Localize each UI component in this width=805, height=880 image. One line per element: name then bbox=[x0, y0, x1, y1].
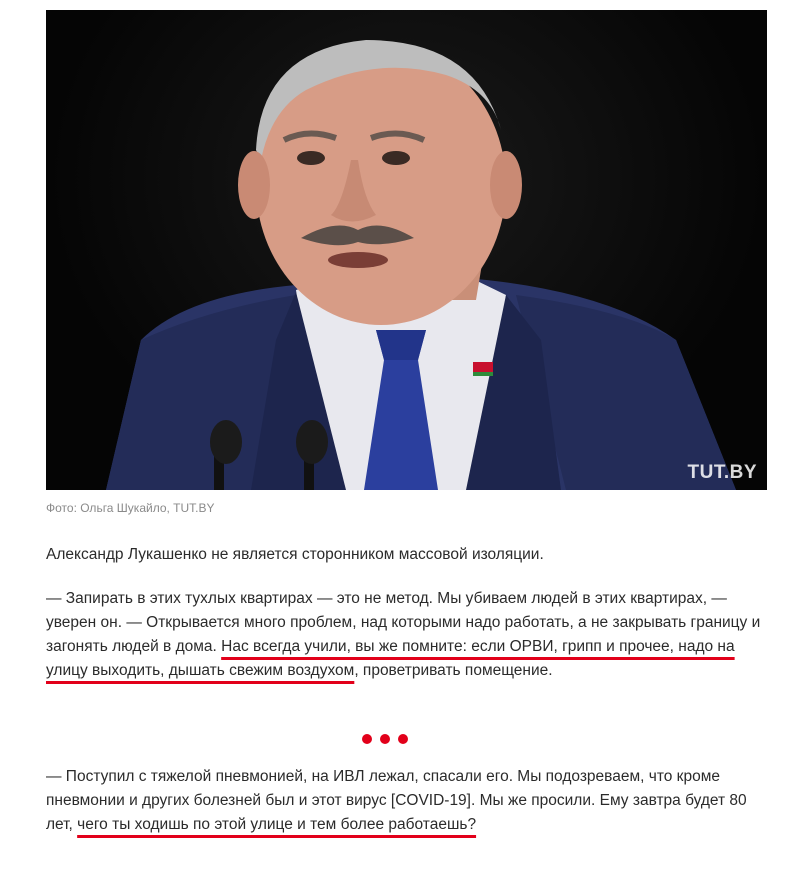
highlighted-quote: чего ты ходишь по этой улице и тем более работаешь? bbox=[77, 816, 477, 833]
paragraph-text: Александр Лукашенко не является сторонником массовой изоляции. bbox=[46, 546, 544, 563]
article-photo bbox=[46, 10, 767, 490]
separator-dot bbox=[398, 734, 408, 744]
article-paragraph-3 bbox=[46, 765, 766, 837]
paragraph-text-tail: , проветривать помещение. bbox=[354, 662, 553, 679]
section-separator bbox=[362, 732, 408, 746]
article-paragraph-1 bbox=[46, 543, 766, 567]
portrait-illustration bbox=[46, 10, 767, 490]
highlighted-quote: Нас всегда учили, вы же помните: если ОРВИ, грипп и прочее, надо на улицу выходить, дышать свежим воздухом bbox=[46, 638, 735, 679]
paragraph-text: — Поступил с тяжелой пневмонией, на ИВЛ лежал, спасали его. Мы подозреваем, что кроме пневмонии и других болезней был и этот вирус [COVID-19]. Мы же просили. Ему завтра будет 80 лет, bbox=[46, 768, 747, 833]
photo-caption: Фото: Ольга Шукайло, TUT.BY bbox=[46, 501, 215, 515]
paragraph-text: — Запирать в этих тухлых квартирах — это не метод. Мы убиваем людей в этих квартирах, — уверен он. — Открывается много проблем, над которыми надо работать, а не закрывать границу и загонять людей в дома. bbox=[46, 590, 761, 655]
photo-watermark: TUT.BY bbox=[687, 462, 757, 483]
article-paragraph-2 bbox=[46, 587, 766, 683]
separator-dot bbox=[380, 734, 390, 744]
separator-dot bbox=[362, 734, 372, 744]
